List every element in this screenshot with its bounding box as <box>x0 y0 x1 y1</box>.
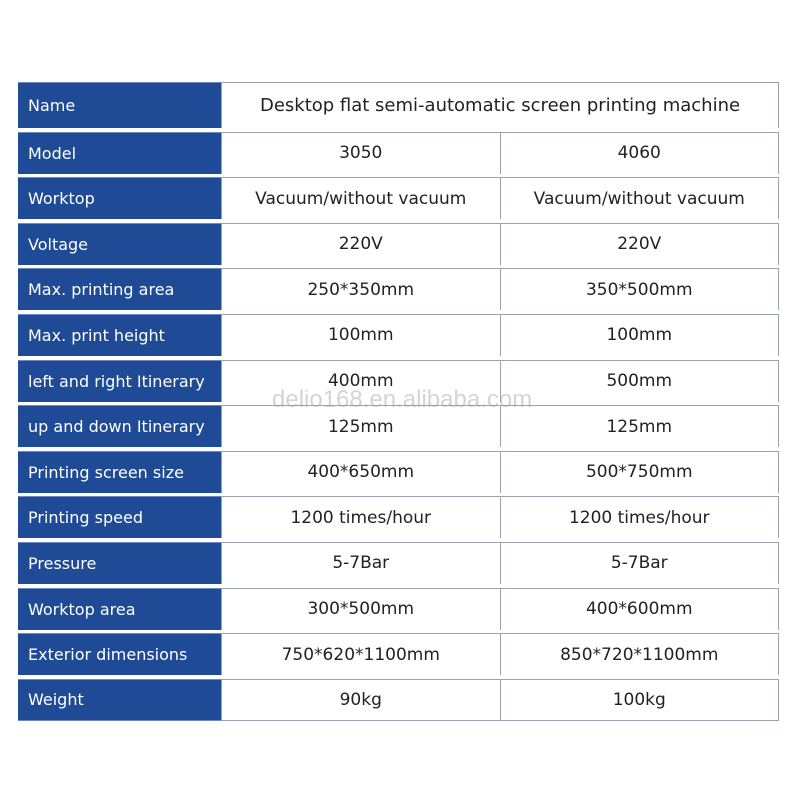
row-label: Pressure <box>18 542 221 584</box>
table-row <box>18 132 779 174</box>
table-row <box>18 177 779 219</box>
model-3050-cell: 90kg <box>221 680 500 720</box>
model-3050-cell: 100mm <box>221 315 500 356</box>
row-label: Worktop <box>18 177 221 219</box>
model-4060-cell: 1200 times/hour <box>500 497 780 538</box>
model-4060-cell: 4060 <box>500 133 780 174</box>
row-label: Voltage <box>18 223 221 265</box>
table-row <box>18 314 779 356</box>
model-4060-cell: 100mm <box>500 315 780 356</box>
model-4060-cell: 350*500mm <box>500 269 780 310</box>
model-4060-cell: 100kg <box>500 680 780 720</box>
model-3050-cell: 3050 <box>221 133 500 174</box>
model-4060-cell: 400*600mm <box>500 589 780 630</box>
model-3050-cell: 750*620*1100mm <box>221 634 500 675</box>
row-label: Max. printing area <box>18 268 221 310</box>
watermark-text: delio168.en.alibaba.com <box>272 386 533 413</box>
row-label: left and right Itinerary <box>18 360 221 402</box>
model-3050-cell: 250*350mm <box>221 269 500 310</box>
table-row <box>18 268 779 310</box>
row-label: Worktop area <box>18 588 221 630</box>
model-3050-cell: 1200 times/hour <box>221 497 500 538</box>
model-3050-cell: 400mm <box>221 361 500 402</box>
table-row <box>18 451 779 493</box>
row-label: Name <box>18 82 221 128</box>
model-3050-cell: 300*500mm <box>221 589 500 630</box>
spec-table <box>18 82 779 724</box>
row-label: Printing screen size <box>18 451 221 493</box>
row-label: Printing speed <box>18 496 221 538</box>
table-row <box>18 588 779 630</box>
table-row <box>18 679 779 721</box>
table-row <box>18 405 779 447</box>
model-3050-cell: 400*650mm <box>221 452 500 493</box>
model-3050-cell: 220V <box>221 224 500 265</box>
row-label: Weight <box>18 679 221 721</box>
row-label: up and down Itinerary <box>18 405 221 447</box>
model-4060-cell: 850*720*1100mm <box>500 634 780 675</box>
table-row <box>18 633 779 675</box>
model-4060-cell: 500mm <box>500 361 780 402</box>
row-label: Exterior dimensions <box>18 633 221 675</box>
table-row-name <box>18 82 779 128</box>
model-3050-cell: 5-7Bar <box>221 543 500 584</box>
table-row <box>18 542 779 584</box>
table-row <box>18 223 779 265</box>
table-row <box>18 360 779 402</box>
model-4060-cell: 5-7Bar <box>500 543 780 584</box>
table-row <box>18 496 779 538</box>
model-4060-cell: 500*750mm <box>500 452 780 493</box>
model-4060-cell: 125mm <box>500 406 780 447</box>
model-3050-cell: Vacuum/without vacuum <box>221 178 500 219</box>
model-3050-cell: 125mm <box>221 406 500 447</box>
row-label: Model <box>18 132 221 174</box>
row-label: Max. print height <box>18 314 221 356</box>
model-4060-cell: Vacuum/without vacuum <box>500 178 780 219</box>
model-4060-cell: 220V <box>500 224 780 265</box>
product-name-cell: Desktop flat semi-automatic screen printing machine <box>221 83 779 128</box>
